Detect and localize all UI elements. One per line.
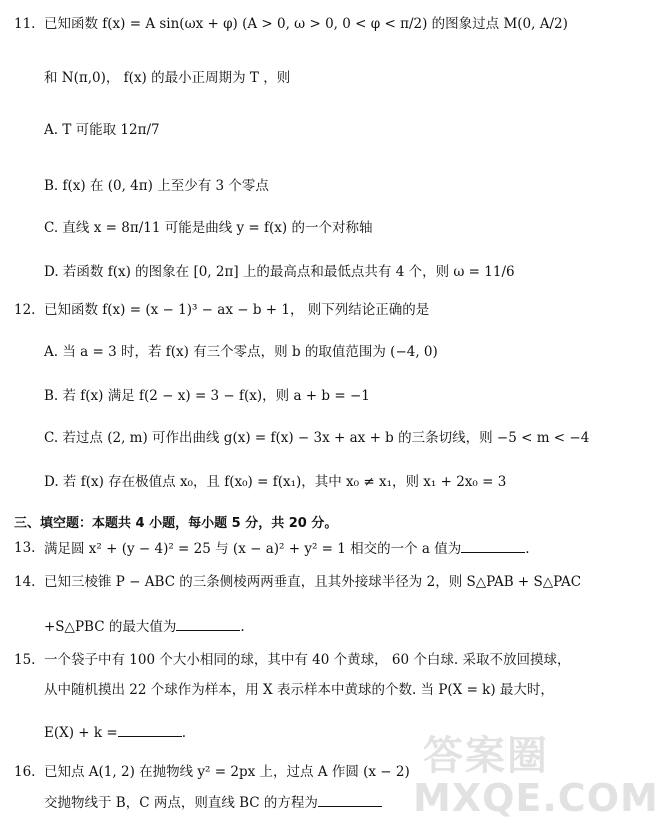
q16-answer-blank: [318, 792, 382, 807]
q14-stem-line2: +S△PBC 的最大值为: [44, 619, 177, 635]
q11-stem-line2: 和 N(π,0)， f(x) 的最小正周期为 T ，则: [44, 70, 291, 86]
watermark-bottom-text: MXQE.COM: [413, 776, 659, 820]
q14-answer-blank: [176, 616, 240, 631]
q16-stem-line1: 已知点 A(1, 2) 在抛物线 y² = 2px 上，过点 A 作圆 (x − 2): [44, 764, 410, 780]
q14-number: 14.: [14, 574, 36, 590]
section-heading: 三、填空题：本题共 4 小题，每小题 5 分，共 20 分。: [14, 516, 338, 531]
q15-stem-line3: E(X) + k =: [44, 725, 118, 741]
q12-option-c: C. 若过点 (2, m) 可作出曲线 g(x) = f(x) − 3x + ax + b 的三条切线，则 −5 < m < −4: [44, 430, 590, 446]
watermark-top-text: 答案圈: [423, 733, 549, 779]
q15-stem-line2: 从中随机摸出 22 个球作为样本，用 X 表示样本中黄球的个数. 当 P(X = k) 最大时，: [44, 682, 554, 698]
q13-number: 13.: [14, 540, 36, 556]
q13-tail: .: [525, 541, 530, 557]
q11-option-a: A. T 可能取 12π/7: [44, 122, 160, 138]
q15-stem-line1: 一个袋子中有 100 个大小相同的球，其中有 40 个黄球， 60 个白球. 采取不放回摸球，: [44, 652, 571, 668]
q15-answer-blank: [118, 722, 182, 737]
q13-stem: 满足圆 x² + (y − 4)² = 25 与 (x − a)² + y² = 1 相交的一个 a 值为: [44, 541, 462, 557]
watermark-logo: [405, 718, 659, 821]
q15-tail: .: [181, 725, 186, 741]
q16-stem-line2: 交抛物线于 B，C 两点，则直线 BC 的方程为: [44, 795, 318, 811]
q15-number: 15.: [14, 652, 36, 668]
q12-option-a: A. 当 a = 3 时，若 f(x) 有三个零点，则 b 的取值范围为 (−4, 0): [44, 344, 438, 360]
q12-option-d: D. 若 f(x) 存在极值点 x₀，且 f(x₀) = f(x₁)，其中 x₀ ≠ x₁，则 x₁ + 2x₀ = 3: [44, 474, 507, 490]
q14-tail: .: [240, 619, 245, 635]
q11-stem-line1: 已知函数 f(x) = A sin(ωx + φ) (A > 0, ω > 0, 0 < φ < π/2) 的图象过点 M(0, A/2): [44, 16, 568, 32]
q13-answer-blank: [461, 538, 525, 553]
q12-stem: 已知函数 f(x) = (x − 1)³ − ax − b + 1， 则下列结论正确的是: [44, 302, 430, 318]
q11-option-c: C. 直线 x = 8π/11 可能是曲线 y = f(x) 的一个对称轴: [44, 220, 373, 236]
q12-option-b: B. 若 f(x) 满足 f(2 − x) = 3 − f(x)，则 a + b = −1: [44, 388, 370, 404]
q11-number: 11.: [14, 16, 36, 32]
q11-option-d: D. 若函数 f(x) 的图象在 [0, 2π] 上的最高点和最低点共有 4 个，则 ω = 11/6: [44, 264, 515, 280]
q11-option-b: B. f(x) 在 (0, 4π) 上至少有 3 个零点: [44, 178, 269, 194]
q12-number: 12.: [14, 302, 36, 318]
q14-stem-line1: 已知三棱锥 P − ABC 的三条侧棱两两垂直，且其外接球半径为 2，则 S△PAB + S△PAC: [44, 574, 582, 590]
q16-number: 16.: [14, 764, 36, 780]
